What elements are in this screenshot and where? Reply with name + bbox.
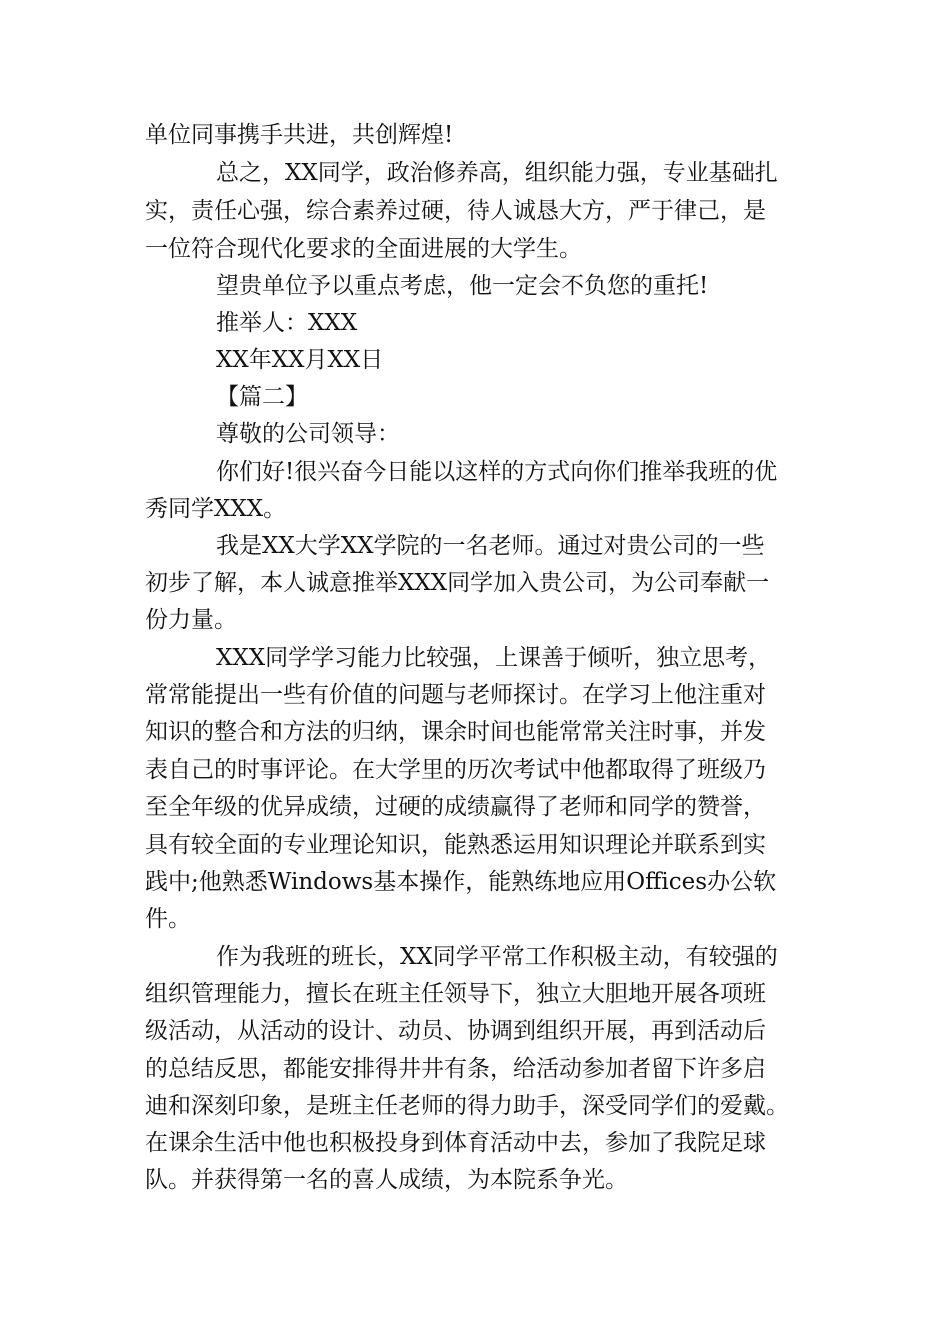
text-line: 实，责任心强，综合素养过硬，待人诚恳大方，严于律己，是 bbox=[145, 198, 766, 224]
text-line: 组织管理能力，擅长在班主任领导下，独立大胆地开展各项班 bbox=[145, 981, 766, 1007]
text-line: 迪和深刻印象，是班主任老师的得力助手，深受同学们的爱戴。 bbox=[145, 1093, 789, 1119]
text-line: 队。并获得第一名的喜人成绩，为本院系争光。 bbox=[145, 1167, 628, 1193]
text-line: XXX同学学习能力比较强，上课善于倾听，独立思考， bbox=[216, 645, 772, 671]
text-line: 初步了解，本人诚意推举XXX同学加入贵公司，为公司奉献一 bbox=[145, 570, 770, 596]
text-line: 践中;他熟悉Windows基本操作，能熟练地应用Offices办公软 bbox=[145, 869, 777, 895]
text-line: 件。 bbox=[145, 906, 191, 932]
text-line: XX年XX月XX日 bbox=[216, 347, 384, 373]
text-line: 秀同学XXX。 bbox=[145, 496, 287, 522]
text-line: 表自己的时事评论。在大学里的历次考试中他都取得了班级乃 bbox=[145, 757, 766, 783]
text-line: 的总结反思，都能安排得井井有条，给活动参加者留下许多启 bbox=[145, 1056, 766, 1082]
text-line: 在课余生活中他也积极投身到体育活动中去，参加了我院足球 bbox=[145, 1130, 766, 1156]
text-line: 你们好!很兴奋今日能以这样的方式向你们推举我班的优 bbox=[216, 459, 778, 485]
text-line: 一位符合现代化要求的全面进展的大学生。 bbox=[145, 236, 582, 262]
text-line: 知识的整合和方法的归纳，课余时间也能常常关注时事，并发 bbox=[145, 719, 766, 745]
section-heading: 【篇二】 bbox=[216, 384, 308, 410]
text-line: 总之，XX同学，政治修养高，组织能力强，专业基础扎 bbox=[216, 160, 778, 186]
text-line: 单位同事携手共进，共创辉煌! bbox=[145, 122, 454, 148]
text-line: 常常能提出一些有价值的问题与老师探讨。在学习上他注重对 bbox=[145, 682, 766, 708]
text-line: 份力量。 bbox=[145, 607, 237, 633]
text-line: 作为我班的班长，XX同学平常工作积极主动，有较强的 bbox=[216, 944, 778, 970]
text-line: 望贵单位予以重点考虑，他一定会不负您的重托! bbox=[216, 273, 709, 299]
text-line: 我是XX大学XX学院的一名老师。通过对贵公司的一些 bbox=[216, 533, 765, 559]
text-line: 至全年级的优异成绩，过硬的成绩赢得了老师和同学的赞誉， bbox=[145, 794, 766, 820]
text-line: 推举人：XXX bbox=[216, 310, 358, 336]
text-line: 具有较全面的专业理论知识，能熟悉运用知识理论并联系到实 bbox=[145, 832, 766, 858]
text-line: 级活动，从活动的设计、动员、协调到组织开展，再到活动后 bbox=[145, 1018, 766, 1044]
salutation: 尊敬的公司领导： bbox=[216, 421, 400, 447]
